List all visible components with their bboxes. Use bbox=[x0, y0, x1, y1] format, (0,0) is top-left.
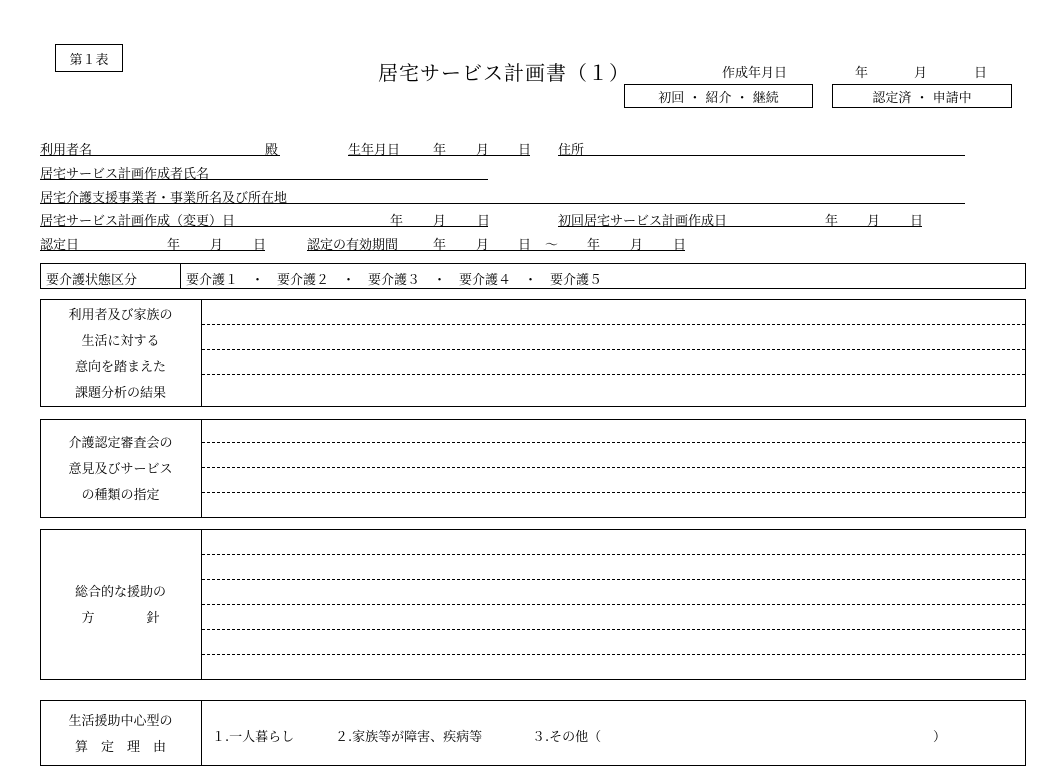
reason-option-3[interactable]: ３.その他（ bbox=[532, 730, 602, 745]
reason-label bbox=[40, 709, 201, 761]
reason-close-paren: ） bbox=[933, 730, 947, 745]
cert-date-line[interactable] bbox=[40, 250, 265, 251]
policy-line-1[interactable] bbox=[202, 554, 1025, 555]
cert-status-box[interactable] bbox=[832, 84, 1012, 108]
cert-year-label: 年 bbox=[167, 238, 181, 253]
policy-line-2[interactable] bbox=[202, 579, 1025, 580]
policy-line-4[interactable] bbox=[202, 629, 1025, 630]
committee-divider bbox=[201, 419, 202, 518]
address-label: 住所 bbox=[558, 143, 585, 158]
office-line[interactable] bbox=[40, 203, 965, 204]
cert-status-options: 認定済 ・ 申請中 bbox=[872, 90, 972, 106]
birth-year-label: 年 bbox=[433, 143, 447, 158]
created-day-label: 日 bbox=[974, 66, 988, 81]
analysis-line-2[interactable] bbox=[202, 349, 1025, 350]
first-plan-day-label: 日 bbox=[910, 214, 924, 229]
plan-date-line[interactable] bbox=[40, 226, 488, 227]
sheet-number: 第１表 bbox=[69, 52, 109, 68]
analysis-label-line4: 課題分析の結果 bbox=[74, 386, 166, 401]
cert-day-label: 日 bbox=[253, 238, 267, 253]
valid-to-month-label: 月 bbox=[630, 238, 644, 253]
policy-line-5[interactable] bbox=[202, 654, 1025, 655]
committee-line-2[interactable] bbox=[202, 467, 1025, 468]
care-level-divider bbox=[180, 263, 181, 289]
valid-from-day-label: 日 bbox=[518, 238, 532, 253]
committee-label-line3: の種類の指定 bbox=[81, 488, 160, 503]
committee-line-1[interactable] bbox=[202, 442, 1025, 443]
analysis-label bbox=[40, 303, 201, 407]
reason-label-line1: 生活援助中心型の bbox=[68, 714, 173, 729]
first-plan-date-line[interactable] bbox=[558, 226, 922, 227]
care-level-label: 要介護状態区分 bbox=[46, 273, 138, 288]
analysis-divider bbox=[201, 299, 202, 407]
created-date-label: 作成年月日 bbox=[722, 66, 788, 81]
valid-period-line[interactable] bbox=[307, 250, 685, 251]
valid-from-month-label: 月 bbox=[476, 238, 490, 253]
committee-label-line1: 介護認定審査会の bbox=[68, 436, 173, 451]
cert-month-label: 月 bbox=[210, 238, 224, 253]
analysis-label-line3: 意向を踏まえた bbox=[74, 360, 166, 375]
policy-label-line2: 方 針 bbox=[81, 611, 160, 626]
committee-line-3[interactable] bbox=[202, 492, 1025, 493]
sheet-number-box bbox=[55, 44, 123, 72]
honorific-label: 殿 bbox=[265, 143, 279, 158]
analysis-line-3[interactable] bbox=[202, 374, 1025, 375]
analysis-label-line1: 利用者及び家族の bbox=[68, 308, 173, 323]
care-level-options[interactable]: 要介護１ ・ 要介護２ ・ 要介護３ ・ 要介護４ ・ 要介護５ bbox=[186, 273, 603, 288]
reason-label-line2: 算 定 理 由 bbox=[74, 740, 166, 755]
plan-date-label: 居宅サービス計画作成（変更）日 bbox=[40, 214, 236, 229]
plan-type-options: 初回 ・ 紹介 ・ 継続 bbox=[658, 90, 779, 106]
created-month-label: 月 bbox=[914, 66, 928, 81]
valid-to-year-label: 年 bbox=[587, 238, 601, 253]
valid-from-year-label: 年 bbox=[433, 238, 447, 253]
policy-line-3[interactable] bbox=[202, 604, 1025, 605]
plan-day-label: 日 bbox=[477, 214, 491, 229]
plan-month-label: 月 bbox=[433, 214, 447, 229]
address-line[interactable] bbox=[558, 155, 965, 156]
office-label: 居宅介護支援事業者・事業所名及び所在地 bbox=[40, 191, 288, 206]
user-name-line[interactable] bbox=[40, 155, 280, 156]
planner-name-label: 居宅サービス計画作成者氏名 bbox=[40, 167, 210, 182]
page-title: 居宅サービス計画書（１） bbox=[378, 61, 630, 85]
policy-label-line1: 総合的な援助の bbox=[74, 585, 166, 600]
birth-month-label: 月 bbox=[476, 143, 490, 158]
committee-label bbox=[40, 431, 201, 509]
period-tilde: ～ bbox=[545, 238, 559, 253]
analysis-line-1[interactable] bbox=[202, 324, 1025, 325]
valid-period-label: 認定の有効期間 bbox=[307, 238, 399, 253]
first-plan-year-label: 年 bbox=[825, 214, 839, 229]
reason-option-1[interactable]: １.一人暮らし bbox=[212, 730, 295, 745]
reason-divider bbox=[201, 700, 202, 766]
policy-label bbox=[40, 580, 201, 632]
birth-date-label: 生年月日 bbox=[348, 143, 401, 158]
first-plan-month-label: 月 bbox=[867, 214, 881, 229]
analysis-label-line2: 生活に対する bbox=[81, 334, 160, 349]
planner-name-line[interactable] bbox=[40, 179, 488, 180]
plan-year-label: 年 bbox=[390, 214, 404, 229]
cert-date-label: 認定日 bbox=[40, 238, 80, 253]
valid-to-day-label: 日 bbox=[673, 238, 687, 253]
committee-label-line2: 意見及びサービス bbox=[68, 462, 173, 477]
created-year-label: 年 bbox=[855, 66, 869, 81]
reason-option-2[interactable]: ２.家族等が障害、疾病等 bbox=[335, 730, 483, 745]
first-plan-date-label: 初回居宅サービス計画作成日 bbox=[558, 214, 728, 229]
birth-day-label: 日 bbox=[518, 143, 532, 158]
plan-type-box[interactable] bbox=[624, 84, 813, 108]
user-name-label: 利用者名 bbox=[40, 143, 93, 158]
birth-date-line[interactable] bbox=[348, 155, 530, 156]
